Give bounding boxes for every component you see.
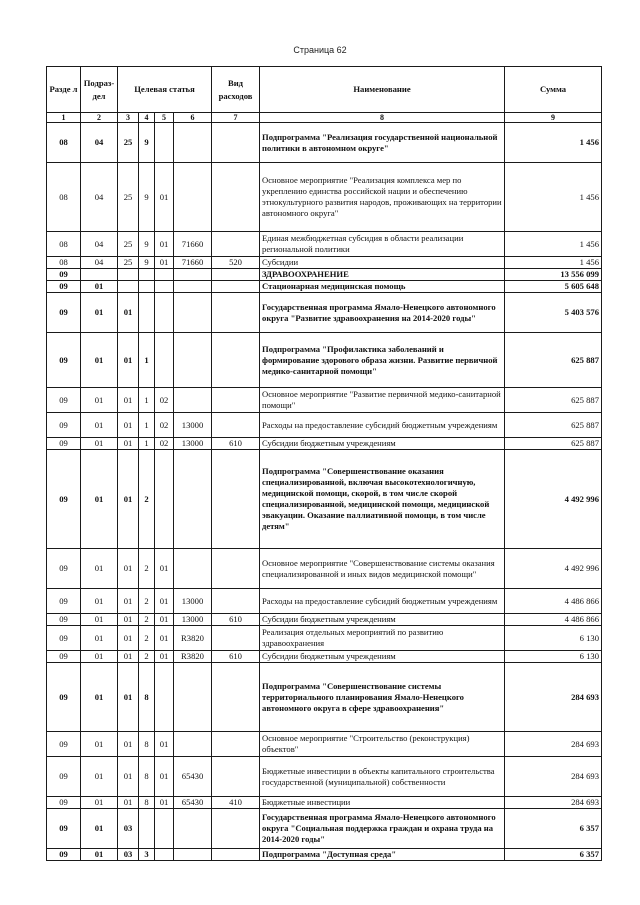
row-target-event: 01 <box>155 626 174 651</box>
row-razdel: 08 <box>47 163 81 232</box>
row-target-program: 25 <box>118 123 139 163</box>
header-row <box>47 67 602 113</box>
row-sum: 13 556 099 <box>505 269 602 281</box>
row-target-program: 01 <box>118 333 139 388</box>
table-body <box>47 123 602 861</box>
row-target-event: 02 <box>155 438 174 450</box>
row-razdel: 09 <box>47 626 81 651</box>
row-sum: 5 605 648 <box>505 281 602 293</box>
row-target-event: 01 <box>155 732 174 757</box>
row-name: Подпрограмма "Совершенствование системы территориального планирования Ямало-Ненецкого автономного округа в сфере здравоохранения" <box>260 663 505 732</box>
row-target-subprogram: 2 <box>139 651 155 663</box>
row-vid <box>212 232 260 257</box>
row-target-subprogram: 2 <box>139 549 155 589</box>
row-target-subprogram: 9 <box>139 123 155 163</box>
row-target-direction: R3820 <box>174 651 212 663</box>
row-sum: 625 887 <box>505 438 602 450</box>
table-row <box>47 438 602 450</box>
row-razdel: 09 <box>47 809 81 849</box>
table-row <box>47 809 602 849</box>
row-razdel: 09 <box>47 438 81 450</box>
row-sum: 5 403 576 <box>505 293 602 333</box>
row-target-direction: 65430 <box>174 757 212 797</box>
row-name: Единая межбюджетная субсидия в области реализации региональной политики <box>260 232 505 257</box>
row-target-direction <box>174 849 212 861</box>
row-razdel: 09 <box>47 732 81 757</box>
row-target-program: 01 <box>118 626 139 651</box>
row-target-direction <box>174 281 212 293</box>
row-target-direction <box>174 293 212 333</box>
row-name: Государственная программа Ямало-Ненецкого автономного округа "Социальная поддержка граждан и охрана труда на 2014-2020 годы" <box>260 809 505 849</box>
header-sum: Сумма <box>505 67 602 113</box>
row-vid: 610 <box>212 651 260 663</box>
table-row <box>47 614 602 626</box>
row-target-direction <box>174 549 212 589</box>
row-target-subprogram: 2 <box>139 450 155 549</box>
row-target-program <box>118 269 139 281</box>
row-target-event: 02 <box>155 413 174 438</box>
row-target-program: 01 <box>118 797 139 809</box>
row-podrazdel: 01 <box>81 626 118 651</box>
row-target-subprogram: 3 <box>139 849 155 861</box>
table-row <box>47 257 602 269</box>
row-podrazdel: 01 <box>81 333 118 388</box>
table-row <box>47 651 602 663</box>
table-row <box>47 333 602 388</box>
row-vid: 610 <box>212 438 260 450</box>
row-target-program: 03 <box>118 849 139 861</box>
row-target-event <box>155 281 174 293</box>
row-name: Субсидии бюджетным учреждениям <box>260 651 505 663</box>
row-vid <box>212 163 260 232</box>
row-target-subprogram: 1 <box>139 413 155 438</box>
row-target-event: 01 <box>155 589 174 614</box>
row-vid <box>212 626 260 651</box>
row-name: Реализация отдельных мероприятий по развитию здравоохранения <box>260 626 505 651</box>
row-vid: 410 <box>212 797 260 809</box>
row-target-subprogram: 9 <box>139 257 155 269</box>
row-sum: 284 693 <box>505 663 602 732</box>
column-number: 6 <box>174 113 212 123</box>
table-row <box>47 732 602 757</box>
column-number: 1 <box>47 113 81 123</box>
row-target-direction: 65430 <box>174 797 212 809</box>
row-name: Расходы на предоставление субсидий бюджетным учреждениям <box>260 413 505 438</box>
row-sum: 6 357 <box>505 809 602 849</box>
row-target-subprogram <box>139 269 155 281</box>
row-target-subprogram: 1 <box>139 438 155 450</box>
row-sum: 1 456 <box>505 257 602 269</box>
row-podrazdel: 04 <box>81 123 118 163</box>
row-target-program: 01 <box>118 589 139 614</box>
row-target-program: 01 <box>118 413 139 438</box>
row-target-event <box>155 663 174 732</box>
row-podrazdel: 01 <box>81 589 118 614</box>
row-podrazdel: 01 <box>81 281 118 293</box>
row-target-direction: R3820 <box>174 626 212 651</box>
row-sum: 284 693 <box>505 797 602 809</box>
row-target-direction: 71660 <box>174 232 212 257</box>
row-razdel: 08 <box>47 232 81 257</box>
row-name: Основное мероприятие "Совершенствование системы оказания специализированной и иных видов медицинской помощи" <box>260 549 505 589</box>
row-target-direction <box>174 388 212 413</box>
row-target-event: 01 <box>155 614 174 626</box>
row-podrazdel: 01 <box>81 450 118 549</box>
row-podrazdel <box>81 269 118 281</box>
row-target-program <box>118 281 139 293</box>
row-podrazdel: 01 <box>81 651 118 663</box>
header-name: Наименование <box>260 67 505 113</box>
row-podrazdel: 01 <box>81 293 118 333</box>
row-vid: 520 <box>212 257 260 269</box>
table-row <box>47 388 602 413</box>
row-target-subprogram: 2 <box>139 589 155 614</box>
table-row <box>47 232 602 257</box>
row-sum: 1 456 <box>505 163 602 232</box>
row-podrazdel: 01 <box>81 757 118 797</box>
row-sum: 4 486 866 <box>505 614 602 626</box>
row-vid <box>212 450 260 549</box>
row-podrazdel: 04 <box>81 257 118 269</box>
row-target-program: 01 <box>118 651 139 663</box>
row-vid <box>212 293 260 333</box>
row-target-direction: 71660 <box>174 257 212 269</box>
row-target-direction: 13000 <box>174 589 212 614</box>
row-sum: 6 130 <box>505 626 602 651</box>
table-row <box>47 123 602 163</box>
row-podrazdel: 01 <box>81 388 118 413</box>
row-vid <box>212 663 260 732</box>
row-sum: 625 887 <box>505 413 602 438</box>
row-sum: 1 456 <box>505 123 602 163</box>
row-target-event <box>155 809 174 849</box>
row-razdel: 09 <box>47 849 81 861</box>
column-number: 5 <box>155 113 174 123</box>
table-row <box>47 626 602 651</box>
row-target-event <box>155 123 174 163</box>
table-row <box>47 663 602 732</box>
row-name: Основное мероприятие "Реализация комплекса мер по укреплению единства российской нации и обеспечению этнокультурного развития народов, проживающих на территории автономного округа" <box>260 163 505 232</box>
row-target-subprogram: 9 <box>139 232 155 257</box>
row-target-event <box>155 269 174 281</box>
row-target-direction: 13000 <box>174 413 212 438</box>
row-sum: 6 130 <box>505 651 602 663</box>
row-razdel: 09 <box>47 269 81 281</box>
row-podrazdel: 04 <box>81 163 118 232</box>
row-name: Субсидии <box>260 257 505 269</box>
row-razdel: 09 <box>47 757 81 797</box>
row-razdel: 09 <box>47 614 81 626</box>
row-target-direction <box>174 163 212 232</box>
row-sum: 284 693 <box>505 757 602 797</box>
row-podrazdel: 01 <box>81 797 118 809</box>
row-sum: 284 693 <box>505 732 602 757</box>
row-target-program: 01 <box>118 388 139 413</box>
row-target-direction <box>174 333 212 388</box>
row-podrazdel: 01 <box>81 849 118 861</box>
table-row <box>47 549 602 589</box>
table-row <box>47 849 602 861</box>
row-target-program: 25 <box>118 232 139 257</box>
page-number-label: Страница 62 <box>293 45 347 55</box>
row-name: Субсидии бюджетным учреждениям <box>260 438 505 450</box>
row-vid <box>212 388 260 413</box>
row-sum: 625 887 <box>505 333 602 388</box>
row-razdel: 09 <box>47 589 81 614</box>
row-name: ЗДРАВООХРАНЕНИЕ <box>260 269 505 281</box>
table-row <box>47 269 602 281</box>
row-razdel: 09 <box>47 663 81 732</box>
row-target-subprogram <box>139 809 155 849</box>
row-target-subprogram: 1 <box>139 333 155 388</box>
row-target-program: 01 <box>118 757 139 797</box>
row-vid: 610 <box>212 614 260 626</box>
row-target-program: 01 <box>118 614 139 626</box>
row-target-direction <box>174 732 212 757</box>
row-name: Стационарная медицинская помощь <box>260 281 505 293</box>
row-podrazdel: 01 <box>81 438 118 450</box>
row-target-direction <box>174 123 212 163</box>
row-sum: 4 492 996 <box>505 450 602 549</box>
row-target-event <box>155 333 174 388</box>
row-sum: 625 887 <box>505 388 602 413</box>
row-name: Основное мероприятие "Развитие первичной медико-санитарной помощи" <box>260 388 505 413</box>
row-razdel: 09 <box>47 450 81 549</box>
header-vid: Вид расходов <box>212 67 260 113</box>
row-razdel: 09 <box>47 388 81 413</box>
row-target-subprogram: 9 <box>139 163 155 232</box>
row-target-event: 01 <box>155 651 174 663</box>
row-target-direction: 13000 <box>174 438 212 450</box>
row-podrazdel: 01 <box>81 413 118 438</box>
row-target-subprogram: 8 <box>139 797 155 809</box>
row-target-program: 25 <box>118 163 139 232</box>
header-podrazdel: Подраз- дел <box>81 67 118 113</box>
header-razdel: Разде л <box>47 67 81 113</box>
table-row <box>47 163 602 232</box>
row-target-program: 01 <box>118 732 139 757</box>
row-target-direction <box>174 809 212 849</box>
row-vid <box>212 809 260 849</box>
row-target-event: 01 <box>155 757 174 797</box>
row-name: Бюджетные инвестиции <box>260 797 505 809</box>
row-target-subprogram: 2 <box>139 614 155 626</box>
column-number: 2 <box>81 113 118 123</box>
row-name: Подпрограмма "Реализация государственной национальной политики в автономном округе" <box>260 123 505 163</box>
row-name: Подпрограмма "Профилактика заболеваний и формирование здорового образа жизни. Развитие первичной медико-санитарной помощи" <box>260 333 505 388</box>
row-razdel: 09 <box>47 651 81 663</box>
header-target: Целевая статья <box>118 67 212 113</box>
row-target-subprogram: 8 <box>139 732 155 757</box>
row-podrazdel: 01 <box>81 663 118 732</box>
row-razdel: 08 <box>47 123 81 163</box>
budget-table <box>46 66 602 861</box>
row-target-event: 02 <box>155 388 174 413</box>
table-row <box>47 589 602 614</box>
row-target-subprogram: 2 <box>139 626 155 651</box>
row-vid <box>212 732 260 757</box>
row-podrazdel: 01 <box>81 549 118 589</box>
row-target-event <box>155 849 174 861</box>
table-row <box>47 797 602 809</box>
row-razdel: 09 <box>47 797 81 809</box>
row-target-direction <box>174 663 212 732</box>
column-number-row <box>47 113 602 123</box>
row-name: Подпрограмма "Доступная среда" <box>260 849 505 861</box>
row-podrazdel: 04 <box>81 232 118 257</box>
row-razdel: 09 <box>47 333 81 388</box>
table-row <box>47 413 602 438</box>
row-target-event: 01 <box>155 232 174 257</box>
row-target-program: 01 <box>118 549 139 589</box>
row-vid <box>212 413 260 438</box>
row-vid <box>212 333 260 388</box>
row-sum: 4 492 996 <box>505 549 602 589</box>
row-target-program: 25 <box>118 257 139 269</box>
row-target-program: 01 <box>118 438 139 450</box>
row-target-program: 01 <box>118 450 139 549</box>
row-target-event <box>155 450 174 549</box>
column-number: 8 <box>260 113 505 123</box>
row-target-program: 01 <box>118 293 139 333</box>
row-target-subprogram: 8 <box>139 757 155 797</box>
row-razdel: 08 <box>47 257 81 269</box>
table-row <box>47 293 602 333</box>
row-vid <box>212 849 260 861</box>
row-sum: 6 357 <box>505 849 602 861</box>
row-target-event: 01 <box>155 257 174 269</box>
row-podrazdel: 01 <box>81 614 118 626</box>
row-name: Расходы на предоставление субсидий бюджетным учреждениям <box>260 589 505 614</box>
row-name: Государственная программа Ямало-Ненецкого автономного округа "Развитие здравоохранения на 2014-2020 годы" <box>260 293 505 333</box>
row-sum: 1 456 <box>505 232 602 257</box>
row-target-direction: 13000 <box>174 614 212 626</box>
row-name: Основное мероприятие "Строительство (реконструкция) объектов" <box>260 732 505 757</box>
row-name: Бюджетные инвестиции в объекты капитального строительства государственной (муниципальной) собственности <box>260 757 505 797</box>
row-podrazdel: 01 <box>81 809 118 849</box>
column-number: 4 <box>139 113 155 123</box>
table-row <box>47 281 602 293</box>
column-number: 7 <box>212 113 260 123</box>
row-vid <box>212 123 260 163</box>
row-razdel: 09 <box>47 549 81 589</box>
row-target-event: 01 <box>155 797 174 809</box>
row-target-subprogram: 8 <box>139 663 155 732</box>
row-name: Подпрограмма "Совершенствование оказания специализированной, включая высокотехнологичную, медицинской помощи, скорой, в том числе скорой специализированной, медицинской помощи, медицинской эвакуации. Оказание паллиативной помощи, в том числе детям" <box>260 450 505 549</box>
row-vid <box>212 281 260 293</box>
row-name: Субсидии бюджетным учреждениям <box>260 614 505 626</box>
table-row <box>47 450 602 549</box>
row-sum: 4 486 866 <box>505 589 602 614</box>
row-target-event: 01 <box>155 163 174 232</box>
row-razdel: 09 <box>47 413 81 438</box>
row-vid <box>212 549 260 589</box>
row-target-subprogram: 1 <box>139 388 155 413</box>
row-target-subprogram <box>139 281 155 293</box>
row-target-program: 01 <box>118 663 139 732</box>
row-target-direction <box>174 269 212 281</box>
table-row <box>47 757 602 797</box>
row-vid <box>212 757 260 797</box>
column-number: 3 <box>118 113 139 123</box>
row-target-event: 01 <box>155 549 174 589</box>
row-target-event <box>155 293 174 333</box>
row-razdel: 09 <box>47 293 81 333</box>
row-target-subprogram <box>139 293 155 333</box>
row-target-program: 03 <box>118 809 139 849</box>
row-vid <box>212 589 260 614</box>
row-target-direction <box>174 450 212 549</box>
row-vid <box>212 269 260 281</box>
row-podrazdel: 01 <box>81 732 118 757</box>
row-razdel: 09 <box>47 281 81 293</box>
column-number: 9 <box>505 113 602 123</box>
